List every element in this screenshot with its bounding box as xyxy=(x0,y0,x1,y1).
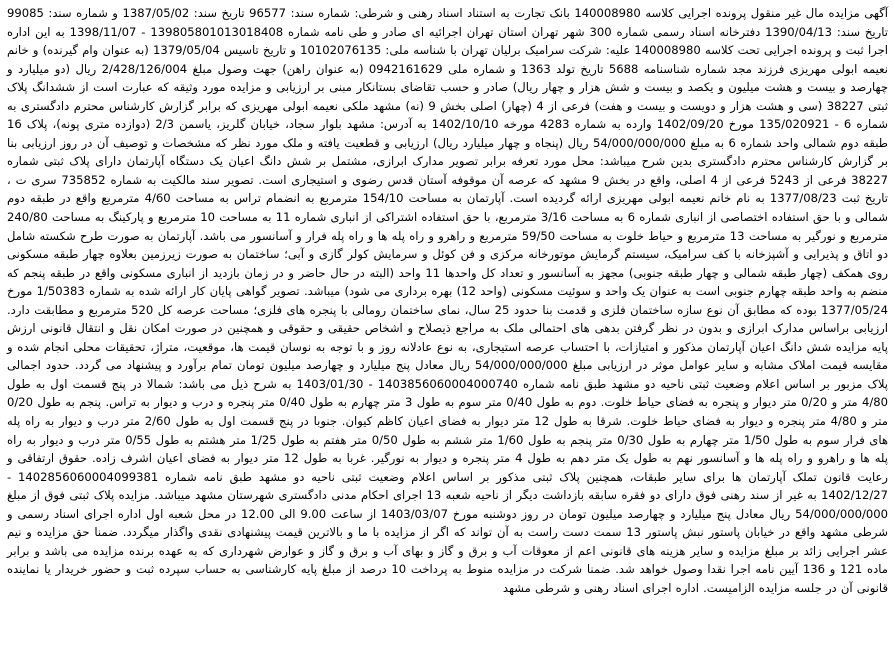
auction-notice-text: آگهی مزایده مال غیر منقول پرونده اجرایی کلاسه 140008980 بانک تجارت به استناد اسناد رهنی و شرطی: شماره سند: 96577 تاریخ سند: 1387/05/02 و شماره سند: 99085 تاریخ سند: 1390/04/13 دفترخانه اسناد رسمی شماره 300 شهر تهران استان تهران اجرائیه ای صادر و طی نامه شماره 13980580101301840​8 - 1398/11/07 به این اداره اجرا ثبت و پرونده اجرایی تحت کلاسه 140008980 علیه: شرکت سرامیک برلیان تهران با شناسه ملی: 10102076135 و تاریخ تاسیس 1379/05/04 (به عنوان وام گیرنده) و خانم نعیمه ابولی مهریزی فرزند مجد شماره شناسنامه 5688 تاریخ تولد 1363 و شماره ملی 0942161629 (به عنوان راهن) جهت وصول مبلغ 2/428/126/004 ریال (دو میلیارد و چهارصد و بیست و هشت میلیون و یکصد و بیست و شش هزار و چهار ریال) صادر و حسب تقاضای بستانکار مبنی بر ارزیابی و مزایده مورد وثیقه که عبارت است از ششدانگ پلاک ثبتی 38227 (سی و هشت هزار و دویست و بیست و هفت) فرعی از 4 (چهار) اصلی بخش 9 (نه) مشهد ملکی نعیمه ابولی مهریزی که برابر گزارش کارشناس محترم دادگستری به شماره 6 - 135/020921 مورخ 1402/09/20 وارده به شماره 4283 مورخه 1402/10/10 به آدرس: مشهد بلوار سجاد، خیابان گلریز، یاسمن 2/3 (دوازده متری پونه)، پلاک 16 طبقه دوم شمالی واحد شماره 6 به مبلغ 54/000/000/000 ریال (پنجاه و چهار میلیارد ریال) ارزیابی و قطعیت یافته و ملک مورد نظر که مشخصات و توصیف آن در روز ارزیابی بنا بر گزارش کارشناس محترم دادگستری بدین شرح میباشد: محل مورد تعرفه برابر تصویر مدارک ابرازی، مشتمل بر شش دانگ اعیان یک دستگاه آپارتمان دارای پلاک ثبتی شماره 38227 فرعی از 5243 فرعی از 4 اصلی، واقع در بخش 9 مشهد که عرصه آن موقوفه آستان قدس رضوی و استیجاری است. تصویر سند مالکیت به شماره 735852 سری ت ، تاریخ ثبت 1377/08/23 به نام خانم نعیمه ابولی مهریزی ارائه گردیده است. آپارتمان به مساحت 154/10 مترمربع به انضمام تراس به مساحت 4/60 مترمربع واقع در طبقه دوم شمالی و با حق استفاده اختصاصی از انباری شماره 6 به مساحت 3/16 مترمربع، با حق استفاده اشتراکی از انباری شماره 11 به مساحت 10 مترمربع و پارکینگ به مساحت 240/80 مترمربع و نورگیر به مساحت 13 مترمربع و حیاط خلوت به مساحت 59/50 مترمربع و راهرو و راه پله ها و راه پله فرار و آسانسور می باشد. آپارتمان به صورت طرح شکسته شامل دو اتاق و پذیرایی و آشپزخانه با کف سرامیک، سیستم گرمایش موتورخانه مرکزی و فن کوئل و سرمایش کولر گازی و آبی؛ ساختمان به صورت زیرزمین بعلاوه چهار طبقه مسکونی روی همکف (چهار طبقه شمالی و چهار طبقه جنوبی) مجهز به آسانسور و تعداد کل واحدها 11 واحد (البته در حال حاضر و در زمان بازدید از انباری مسکونی واقع در طبقه پنجم که منضم به واحد طبقه چهارم جنوبی است به عنوان یک واحد و سوئیت مسکونی (واحد 12) بهره برداری می شود) میباشد. تصویر گواهی پایان کار ارائه شده به شماره 1/50383 مورخ 1377/05/24 بوده که مطابق آن نوع سازه ساختمان فلزی و قدمت بنا حدود 25 سال، نمای ساختمان رومالی با پنجره های فلزی؛ مساحت عرصه کل 520 مترمربع و مطابقت دارد. ارزیابی براساس مدارک ابرازی و بدون در نظر گرفتن بدهی های احتمالی ملک به مراجع ذیصلاح و اشخاص حقیقی و حقوقی و همچنین در صورت امکان نقل و انتقال قانونی ارزش پایه مزایده شش دانگ اعیان آپارتمان مذکور و امتیازات، با احتساب عرصه استیجاری، به نوع عادلانه روز و با توجه به نوسان قیمت ها، موقعیت، متراژ، تحقیقات محلی انجام شده و مقایسه قیمت املاک مشابه و سایر عوامل موثر در ارزیابی مبلغ 54/000/000/000 ریال معادل پنج میلیارد و چهارصد میلیون تومان تمام برآورد و پیشنهاد می گردد. حدود اجمالی پلاک مزبور بر اساس اعلام وضعیت ثبتی ناحیه دو مشهد طبق نامه شماره 140385606000400074​0 - 1403/01/30 به شرح ذیل می باشد: شمالا در پنج قسمت اول به طول 4/80 متر و 0/20 متر دیوار و پنجره به فضای حیاط خلوت. دوم به طول 0/40 متر سوم به طول 3 متر چهارم به طول 0/40 متر پنجره و درب و دیوار به تراس. پنجم به طول 0/20 متر و 4/80 متر پنجره و دیوار به فضای حیاط خلوت. شرقا به طول 12 متر دیوار به فضای اعیان کاظم کیوان. جنوبا در پنج قسمت اول به طول 2/60 متر درب و دیوار به راه پله های فرار سوم به طول 1/50 متر چهارم به طول 0/30 متر پنجم به طول 1/60 متر ششم به طول 0/50 متر هفتم به طول 1/25 متر هشتم به طول 0/55 متر درب و دیوار به راه پله ها و راهرو و راه پله ها و آسانسور نهم به طول یک متر دهم به طول 4 متر پنجره و دیوار به نورگیر. غربا به طول 12 متر دیوار به فضای اعیان اشرف زاده. حقوق ارتفاقی و رعایت قانون تملک آپارتمان ها برای سایر طبقات، همچنین پلاک ثبتی مذکور بر اساس اعلام وضعیت ثبتی ناحیه دو مشهد طبق نامه شماره 140285606000409938​1 - 1402/12/27 به غیر از سند رهنی فوق دارای دو فقره سابقه بازداشت دیگر از ناحیه شعبه 13 اجرای احکام مدنی دادگستری شهرستان مشهد میباشد. مزایده پلاک ثبتی فوق از مبلغ 54/000/000/000 ریال معادل پنج میلیارد و چهارصد میلیون تومان در روز دوشنبه مورخ 1403/03/07 از ساعت 9.00 الی 12.00 در محل شعبه اول اداره اجرای اسناد رسمی و شرطی مشهد واقع در خیابان پاستور نبش پاستور 13 سمت دست راست به آن تواند که اگر از مزایده با ما و بالاترین قیمت پیشنهادی نقدی واگذار میگردد. ضمنا حق مزایده و نیم عشر اجرایی زائد بر مبلغ مزایده و سایر هزینه های قانونی اعم از معوقات آب و برق و گاز و بهای آب و برق و گاز و عوارض شهرداری که به عهده برنده مزایده می باشد و برابر ماده 121 و 136 آیین نامه اجرا نقدا وصول خواهد شد. ضمنا شرکت در مزایده منوط به پرداخت 10 درصد از مبلغ پایه کارشناسی به حساب سپرده ثبت و حضور خریدار یا نماینده قانونی آن در جلسه مزایده الزامیست. اداره اجرای اسناد رهنی و شرطی مشهد xyxy=(7,6,889,595)
